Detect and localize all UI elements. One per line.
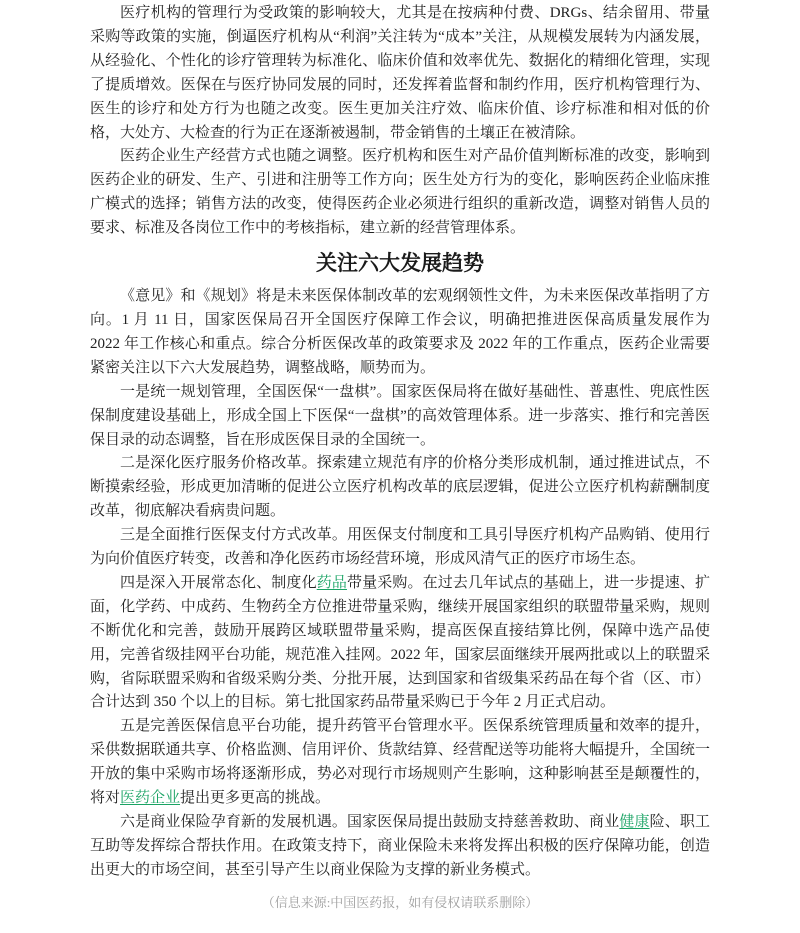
paragraph bbox=[90, 524, 710, 572]
paragraph bbox=[90, 452, 710, 524]
paragraph-text: 提出更多更高的挑战。 bbox=[180, 790, 331, 807]
trends-section bbox=[90, 285, 710, 883]
paragraph bbox=[90, 811, 710, 883]
paragraph-text: 五是完善医保信息平台功能，提升药管平台管理水平。医保系统管理质量和效率的提升，采供数据联通共享、价格监测、信用评价、货款结算、经营配送等功能将大幅提升，全国统一开放的集中采购市场将逐渐形成，势必对现行市场规则产生影响，这种影响甚至是颠覆性的，将对 bbox=[90, 718, 710, 807]
source-note: （信息来源:中国医药报，如有侵权请联系删除） bbox=[261, 894, 539, 910]
paragraph-text: 险、职工互助等发挥综合帮扶作用。在政策支持下，商业保险未来将发挥出积极的医疗保障功能，创造出更大的市场空间，甚至引导产生以商业保险为支撑的新业务模式。 bbox=[90, 814, 710, 878]
paragraph bbox=[90, 285, 710, 381]
paragraph-text: 带量采购。在过去几年试点的基础上，进一步提速、扩面，化学药、中成药、生物药全方位推进带量采购，继续开展国家组织的联盟带量采购，规则不断优化和完善，鼓励开展跨区域联盟带量采购，提高医保直接结算比例，保障中选产品使用，完善省级挂网平台功能，规范准入挂网。2022 年，国家层面继续开展两批或以上的联盟采购，省际联盟采购和省级采购分类、分批开展，达到国家和省级集采药品在每个省（区、市）合计达到 350 个以上的目标。第七批国家药品带量采购已于今年 2 月正式启动。 bbox=[90, 574, 710, 711]
paragraph-text: 医药企业生产经营方式也随之调整。医疗机构和医生对产品价值判断标准的改变，影响到医药企业的研发、生产、引进和注册等工作方向；医生处方行为的变化，影响医药企业临床推广模式的选择；销售方法的改变，使得医药企业必须进行组织的重新改造，调整对销售人员的要求、标准及各岗位工作中的考核指标，建立新的经营管理体系。 bbox=[90, 148, 710, 237]
paragraph-text: 六是商业保险孕育新的发展机遇。国家医保局提出鼓励支持慈善救助、商业 bbox=[120, 814, 620, 830]
paragraph-text: 三是全面推行医保支付方式改革。用医保支付制度和工具引导医疗机构产品购销、使用行为向价值医疗转变，改善和净化医药市场经营环境，形成风清气正的医疗市场生态。 bbox=[90, 527, 710, 568]
paragraph bbox=[90, 572, 710, 715]
paragraph bbox=[90, 145, 710, 241]
intro-section bbox=[90, 2, 710, 241]
paragraph bbox=[90, 715, 710, 811]
paragraph-text: 二是深化医疗服务价格改革。探索建立规范有序的价格分类形成机制，通过推进试点，不断摸索经验，形成更加清晰的促进公立医疗机构改革的底层逻辑，促进公立医疗机构薪酬制度改革，彻底解决看病贵问题。 bbox=[90, 455, 710, 520]
paragraph bbox=[90, 2, 710, 145]
inline-link-drugs[interactable]: 药品 bbox=[316, 574, 347, 591]
section-heading: 关注六大发展趋势 bbox=[316, 251, 484, 276]
paragraph-text: 医疗机构的管理行为受政策的影响较大，尤其是在按病种付费、DRGs、结余留用、带量采购等政策的实施，倒逼医疗机构从“利润”关注转为“成本”关注，从规模发展转为内涵发展，从经验化、个性化的诊疗管理转为标准化、临床价值和效率优先、数据化的精细化管理，实现了提质增效。医保在与医疗协同发展的同时，还发挥着监督和制约作用，医疗机构管理行为、医生的诊疗和处方行为也随之改变。医生更加关注疗效、临床价值、诊疗标准和相对低的价格，大处方、大检查的行为正在逐渐被遏制，带金销售的土壤正在被清除。 bbox=[90, 5, 710, 141]
paragraph bbox=[90, 381, 710, 453]
inline-link-pharma-company[interactable]: 医药企业 bbox=[120, 790, 181, 807]
inline-link-health[interactable]: 健康 bbox=[619, 814, 650, 830]
paragraph-text: 《意见》和《规划》将是未来医保体制改革的宏观纲领性文件，为未来医保改革指明了方向。1 月 11 日，国家医保局召开全国医疗保障工作会议，明确把推进医保高质量发展作为 2022 年工作核心和重点。综合分析医保改革的政策要求及 2022 年的工作重点，医药企业需要紧密关注以下六大发展趋势，调整战略，顺势而为。 bbox=[90, 288, 710, 376]
paragraph-text: 一是统一规划管理，全国医保“一盘棋”。国家医保局将在做好基础性、普惠性、兜底性医保制度建设基础上，形成全国上下医保“一盘棋”的高效管理体系。进一步落实、推行和完善医保目录的动态调整，旨在形成医保目录的全国统一。 bbox=[90, 383, 710, 448]
paragraph-text: 四是深入开展常态化、制度化 bbox=[120, 574, 317, 591]
